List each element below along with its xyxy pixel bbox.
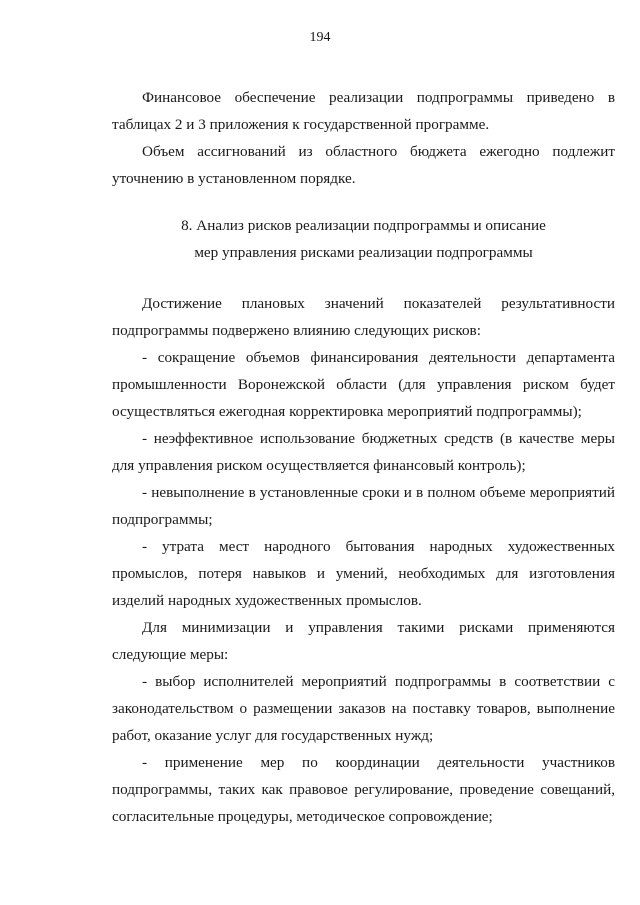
list-item-measure-coordination: - применение мер по координации деятельности участников подпрограммы, таких как правовое регулирование, проведение совещаний, согласительные процедуры, методическое сопровождение;: [112, 754, 615, 825]
paragraph-financing: Финансовое обеспечение реализации подпрограммы приведено в таблицах 2 и 3 приложения к государственной программе.: [112, 89, 615, 133]
page-body: [112, 84, 615, 830]
paragraph-appropriations: Объем ассигнований из областного бюджета ежегодно подлежит уточнению в установленном порядке.: [112, 143, 615, 187]
list-item-risk-loss-of-crafts: - утрата мест народного бытования народных художественных промыслов, потеря навыков и умений, необходимых для изготовления изделий народных художественных промыслов.: [112, 538, 615, 609]
list-item-measure-contractor-selection: - выбор исполнителей мероприятий подпрограммы в соответствии с законодательством о размещении заказов на поставку товаров, выполнение работ, оказание услуг для государственных нужд;: [112, 673, 615, 744]
list-item-risk-inefficient-spending: - неэффективное использование бюджетных средств (в качестве меры для управления риском осуществляется финансовый контроль);: [112, 430, 615, 474]
paragraph-risks-intro: Достижение плановых значений показателей результативности подпрограммы подвержено влиянию следующих рисков:: [112, 295, 615, 339]
paragraph-measures-intro: Для минимизации и управления такими рисками применяются следующие меры:: [112, 619, 615, 663]
section-heading-line-2: мер управления рисками реализации подпрограммы: [194, 244, 533, 261]
list-item-risk-funding-cut: - сокращение объемов финансирования деятельности департамента промышленности Воронежской области (для управления риском будет осуществляться ежегодная корректировка мероприятий подпрограммы);: [112, 349, 615, 420]
section-heading-line-1: 8. Анализ рисков реализации подпрограммы и описание: [181, 217, 546, 234]
list-item-risk-non-fulfillment: - невыполнение в установленные сроки и в полном объеме мероприятий подпрограммы;: [112, 484, 615, 528]
page-number: 194: [309, 30, 331, 45]
